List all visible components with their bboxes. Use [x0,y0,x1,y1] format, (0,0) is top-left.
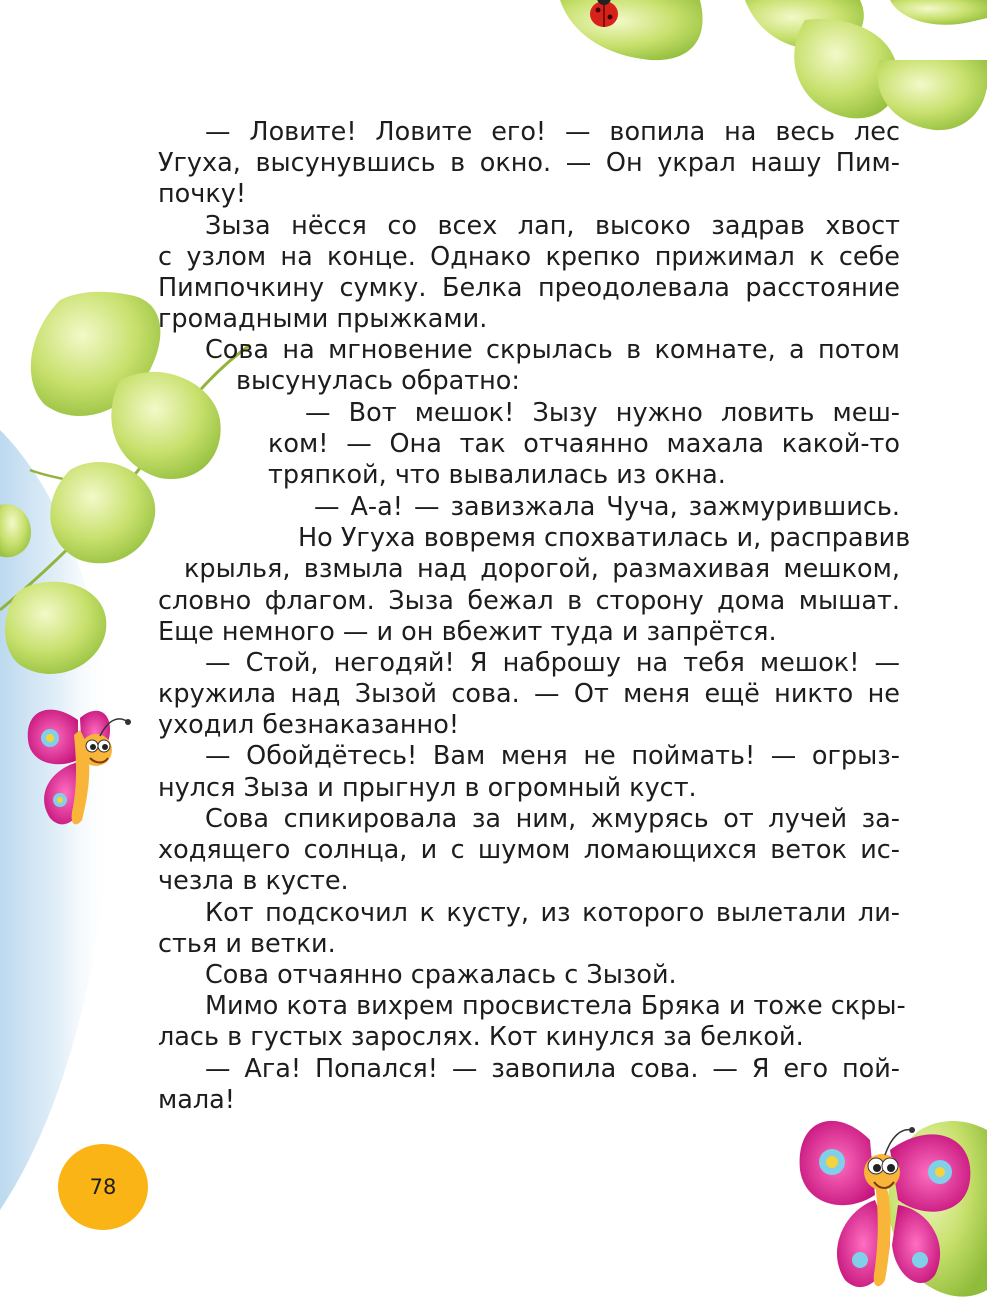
text-line: тряпкой, что вывалилась из окна. [268,460,726,490]
text-line: кружила над Зызой сова. — От меня ещё никто не [158,679,900,709]
text-line: Пимпочкину сумку. Белка преодолевала расстояние [158,273,900,303]
text-line: ходящего солнца, и с шумом ломающихся веток ис- [158,835,900,865]
text-line: — А-а! — завизжала Чуча, зажмурившись. [314,492,900,522]
text-line: Мимо кота вихрем просвистела Бряка и тоже скры- [205,991,906,1021]
text-line: стья и ветки. [158,929,336,959]
text-line: Но Угуха вовремя спохватилась и, расправив [298,523,911,553]
text-line: с узлом на конце. Однако крепко прижимал к себе [158,242,900,272]
text-line: нулся Зыза и прыгнул в огромный куст. [158,773,697,803]
text-line: Сова на мгновение скрылась в комнате, а потом [205,335,900,365]
text-line: уходил безнаказанно! [158,710,460,740]
text-line: громадными прыжками. [158,304,488,334]
text-line: Угуха, высунувшись в окно. — Он украл нашу Пим- [158,148,900,178]
text-line: крылья, взмыла над дорогой, размахивая мешком, [184,554,900,584]
text-line: Еще немного — и он вбежит туда и запрётся. [158,617,777,647]
text-line: Кот подскочил к кусту, из которого вылетали ли- [205,898,900,928]
text-line: лась в густых зарослях. Кот кинулся за белкой. [158,1022,804,1052]
text-line: чезла в кусте. [158,866,349,896]
text-line: мала! [158,1085,236,1115]
text-line: — Стой, негодяй! Я наброшу на тебя мешок! — [205,648,900,678]
text-line: словно флагом. Зыза бежал в сторону дома мышат. [158,586,900,616]
text-line: высунулась обратно: [236,366,520,396]
page-number: 78 [58,1144,148,1230]
text-line: Зыза нёсся со всех лап, высоко задрав хвост [205,211,900,241]
text-line: почку! [158,179,247,209]
text-line: — Ловите! Ловите его! — вопила на весь лес [205,117,900,147]
text-line: Сова спикировала за ним, жмурясь от лучей за- [205,804,900,834]
text-line: ком! — Она так отчаянно махала какой-то [268,429,900,459]
text-line: — Вот мешок! Зызу нужно ловить меш- [305,398,900,428]
text-line: Сова отчаянно сражалась с Зызой. [205,960,677,990]
text-line: — Обойдётесь! Вам меня не поймать! — огрыз- [205,741,900,771]
text-line: — Ага! Попался! — завопила сова. — Я его пой- [205,1054,900,1084]
